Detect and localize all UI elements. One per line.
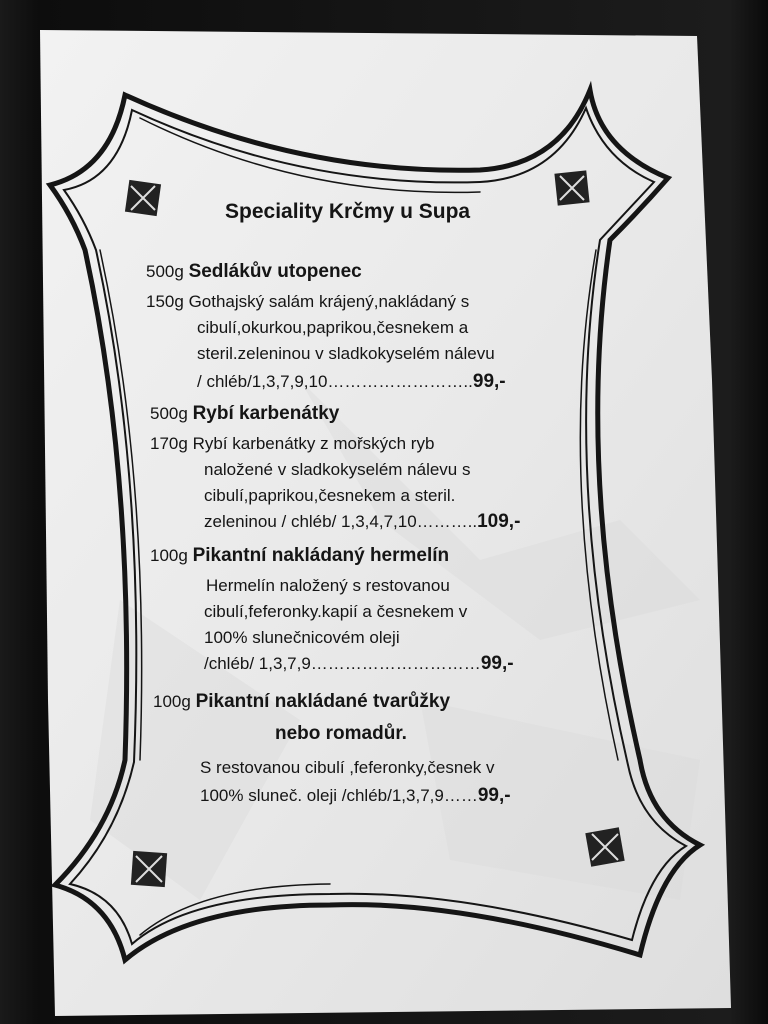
item-desc: / chléb/1,3,7,9,10…………………….. [197, 372, 473, 391]
item-weight: 500g [150, 404, 188, 423]
item-desc: Gothajský salám krájený,nakládaný s [188, 292, 470, 311]
item-price: 99,- [477, 785, 511, 806]
item-desc: steril.zeleninou v sladkokyselém nálevu [197, 344, 495, 363]
item-desc: S restovanou cibulí ,feferonky,česnek v [200, 758, 495, 777]
item-desc: Hermelín naložený s restovanou [206, 576, 450, 595]
corner-ornament-icon [125, 180, 161, 216]
item-line [197, 372, 506, 392]
menu-item [150, 404, 339, 424]
item-desc: zeleninou / chléb/ 1,3,4,7,10……….. [204, 512, 478, 531]
item-desc: 100% sluneč. oleji /chléb/1,3,7,9…… [200, 786, 478, 805]
item-desc: naložené v sladkokyselém nálevu s [204, 460, 471, 479]
item-desc: Rybí karbenátky z mořských ryb [192, 434, 435, 453]
item-price: 99,- [480, 653, 514, 674]
item-name: Pikantní nakládaný hermelín [192, 545, 450, 566]
item-desc: cibulí,feferonky.kapií a česnekem v [204, 602, 468, 621]
item-line [204, 654, 514, 674]
item-line [146, 292, 469, 312]
item-line [204, 512, 520, 532]
item-price: 99,- [472, 371, 506, 392]
item-line [200, 786, 511, 806]
item-name: Rybí karbenátky [192, 403, 340, 424]
item-weight: 500g [146, 262, 184, 281]
corner-ornament-icon [554, 170, 589, 205]
menu-item [153, 692, 450, 712]
item-desc: cibulí,paprikou,česnekem a steril. [204, 486, 456, 505]
item-desc: cibulí,okurkou,paprikou,česnekem a [197, 318, 469, 337]
item-price: 109,- [477, 511, 521, 532]
menu-title: Speciality Krčmy u Supa [225, 200, 471, 223]
item-desc: 100% slunečnicovém oleji [204, 628, 400, 647]
item-name: Pikantní nakládané tvarůžky [195, 691, 451, 712]
corner-ornament-icon [585, 827, 624, 866]
item-line [150, 434, 434, 454]
item-desc: /chléb/ 1,3,7,9………………………… [204, 654, 481, 673]
item-weight: 100g [150, 546, 188, 565]
item-weight: 170g [150, 434, 188, 453]
menu-item [150, 546, 449, 566]
menu-item [146, 262, 362, 282]
item-weight: 100g [153, 692, 191, 711]
item-name: Sedlákův utopenec [188, 261, 362, 282]
item-name-cont: nebo romadůr. [275, 723, 407, 744]
corner-ornament-icon [131, 851, 167, 887]
item-weight: 150g [146, 292, 184, 311]
